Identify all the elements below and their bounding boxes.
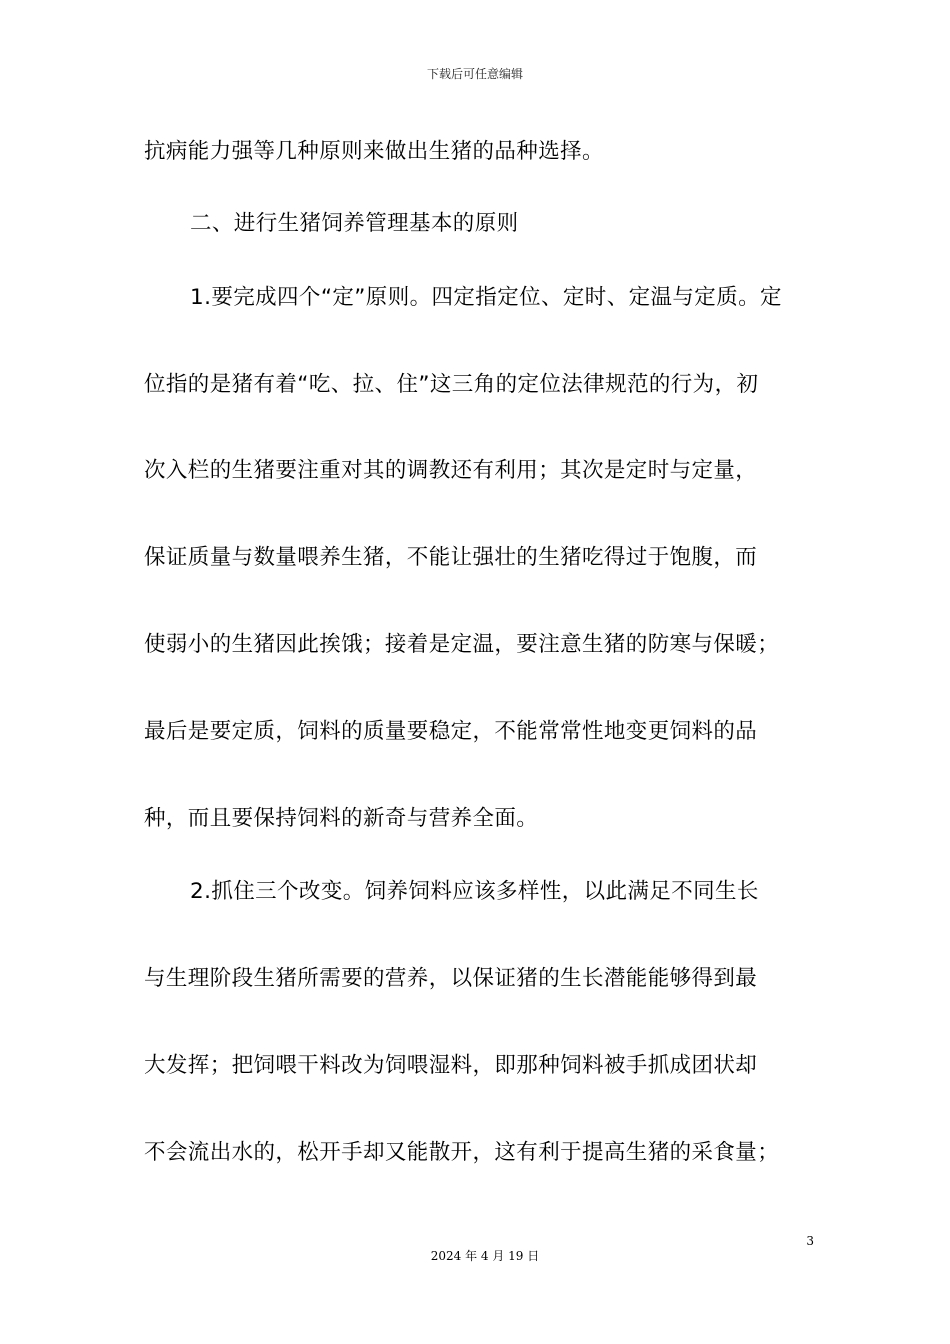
text-line: 种，而且要保持饲料的新奇与营养全面。 bbox=[144, 806, 539, 831]
text-line: 与生理阶段生猪所需要的营养，以保证猪的生长潜能能够得到最 bbox=[144, 966, 758, 991]
page-header: 下载后可任意编辑 bbox=[426, 67, 523, 81]
paragraph-start: 2.抓住三个改变。饲养饲料应该多样性，以此满足不同生长 bbox=[190, 879, 759, 904]
paragraph-start: 1.要完成四个“定”原则。四定指定位、定时、定温与定质。定 bbox=[190, 285, 782, 310]
text-line: 最后是要定质，饲料的质量要稳定，不能常常性地变更饲料的品 bbox=[144, 719, 758, 744]
page-number: 3 bbox=[806, 1234, 814, 1248]
text-line: 位指的是猪有着“吃、拉、住”这三角的定位法律规范的行为，初 bbox=[144, 372, 759, 397]
text-line: 不会流出水的，松开手却又能散开，这有利于提高生猪的采食量； bbox=[144, 1140, 780, 1165]
text-line: 使弱小的生猪因此挨饿；接着是定温，要注意生猪的防寒与保暖； bbox=[144, 632, 780, 657]
text-line: 次入栏的生猪要注重对其的调教还有利用；其次是定时与定量， bbox=[144, 458, 758, 483]
text-line: 抗病能力强等几种原则来做出生猪的品种选择。 bbox=[144, 139, 604, 164]
text-line: 大发挥；把饲喂干料改为饲喂湿料，即那种饲料被手抓成团状却 bbox=[144, 1053, 758, 1078]
footer-date: 2024 年 4 月 19 日 bbox=[430, 1249, 540, 1263]
section-heading: 二、进行生猪饲养管理基本的原则 bbox=[190, 211, 519, 236]
text-line: 保证质量与数量喂养生猪，不能让强壮的生猪吃得过于饱腹，而 bbox=[144, 545, 758, 570]
